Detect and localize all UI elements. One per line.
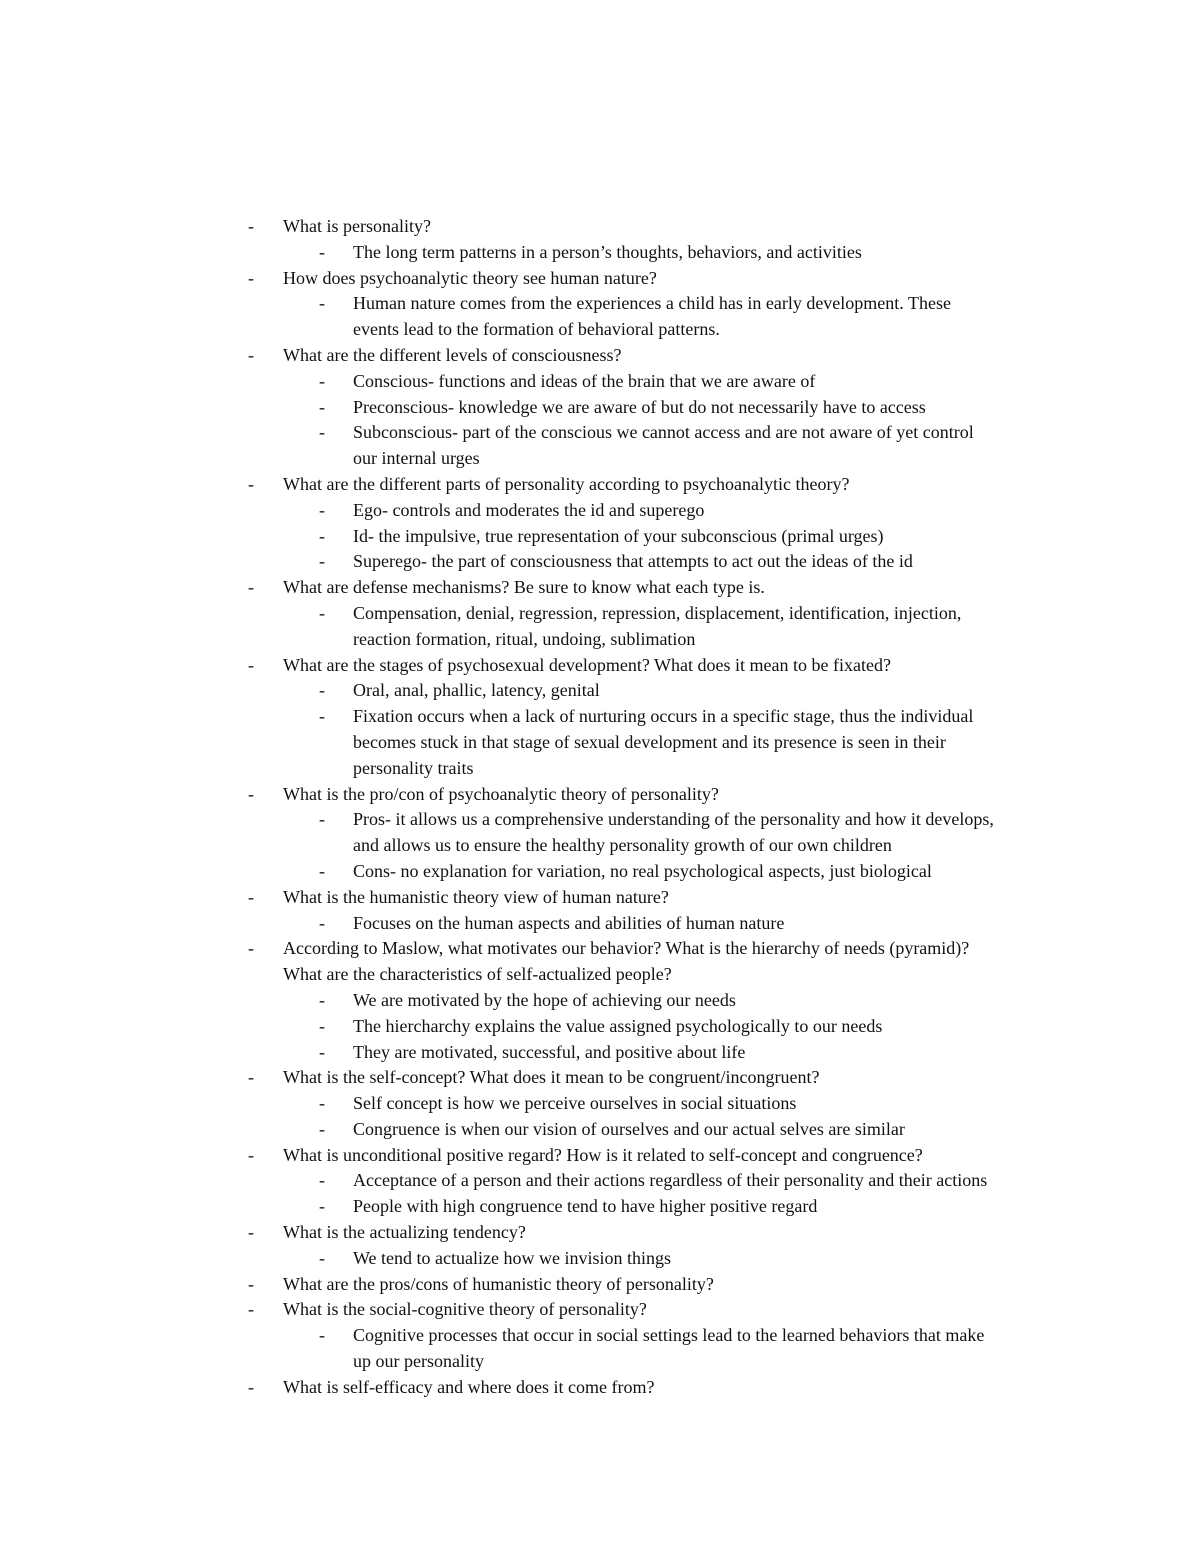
answer-item [0, 678, 1200, 704]
question-row [0, 1375, 1200, 1401]
question-text: What is the pro/con of psychoanalytic theory of personality? [283, 783, 719, 804]
bullet-dash: - [319, 989, 325, 1010]
bullet-dash: - [248, 577, 254, 598]
answer-item [0, 549, 1200, 575]
question-text: How does psychoanalytic theory see human nature? [283, 267, 657, 288]
question-text: What is the actualizing tendency? [283, 1222, 526, 1243]
bullet-dash: - [319, 1170, 325, 1191]
answer-list [0, 369, 1200, 472]
question-row [0, 653, 1200, 679]
answer-text: People with high congruence tend to have higher positive regard [353, 1196, 818, 1217]
answer-text: Fixation occurs when a lack of nurturing occurs in a specific stage, thus the individual becomes stuck in that stage of sexual development and its presence is seen in their personality traits [353, 706, 974, 778]
bullet-dash: - [248, 886, 254, 907]
question-item [0, 1220, 1200, 1272]
bullet-dash: - [319, 1093, 325, 1114]
bullet-dash: - [319, 396, 325, 417]
bullet-dash: - [319, 1196, 325, 1217]
bullet-dash: - [319, 602, 325, 623]
answer-text: Subconscious- part of the conscious we cannot access and are not aware of yet control our internal urges [353, 422, 974, 469]
answer-item [0, 420, 1200, 472]
answer-row [0, 911, 1200, 937]
question-item [0, 472, 1200, 575]
question-item [0, 653, 1200, 782]
question-row [0, 472, 1200, 498]
bullet-dash: - [319, 525, 325, 546]
answer-row [0, 859, 1200, 885]
answer-item [0, 988, 1200, 1014]
answer-row [0, 1117, 1200, 1143]
answer-row [0, 420, 1200, 472]
question-item [0, 214, 1200, 266]
question-outline [0, 214, 1200, 1401]
answer-row [0, 240, 1200, 266]
question-item [0, 885, 1200, 937]
answer-row [0, 498, 1200, 524]
answer-text: Acceptance of a person and their actions regardless of their personality and their actions [353, 1170, 988, 1191]
answer-item [0, 369, 1200, 395]
answer-item [0, 240, 1200, 266]
question-row [0, 575, 1200, 601]
answer-text: We tend to actualize how we invision things [353, 1247, 671, 1268]
question-item [0, 1065, 1200, 1142]
answer-text: Human nature comes from the experiences a child has in early development. These events lead to the formation of behavioral patterns. [353, 293, 951, 340]
answer-row [0, 395, 1200, 421]
answer-item [0, 704, 1200, 781]
answer-text: They are motivated, successful, and positive about life [353, 1041, 746, 1062]
answer-item [0, 524, 1200, 550]
answer-item [0, 1246, 1200, 1272]
answer-list [0, 807, 1200, 884]
answer-item [0, 911, 1200, 937]
question-text: According to Maslow, what motivates our behavior? What is the hierarchy of needs (pyramid)? What are the characteristics of self-actualized people? [283, 938, 970, 985]
answer-text: Self concept is how we perceive ourselves in social situations [353, 1093, 797, 1114]
question-item [0, 1143, 1200, 1220]
answer-list [0, 1323, 1200, 1375]
question-row [0, 343, 1200, 369]
bullet-dash: - [248, 1144, 254, 1165]
answer-list [0, 240, 1200, 266]
answer-list [0, 498, 1200, 575]
answer-item [0, 1323, 1200, 1375]
question-item [0, 575, 1200, 652]
answer-row [0, 524, 1200, 550]
bullet-dash: - [319, 551, 325, 572]
bullet-dash: - [248, 216, 254, 236]
bullet-dash: - [248, 654, 254, 675]
answer-text: The hiercharchy explains the value assigned psychologically to our needs [353, 1015, 883, 1036]
answer-list [0, 601, 1200, 653]
answer-text: Pros- it allows us a comprehensive understanding of the personality and how it develops, and allows us to ensure the healthy personality growth of our own children [353, 809, 994, 856]
question-text: What is the humanistic theory view of human nature? [283, 886, 669, 907]
question-text: What is self-efficacy and where does it come from? [283, 1376, 655, 1397]
answer-item [0, 1091, 1200, 1117]
bullet-dash: - [248, 783, 254, 804]
question-item [0, 1297, 1200, 1374]
answer-list [0, 1246, 1200, 1272]
answer-text: Superego- the part of consciousness that attempts to act out the ideas of the id [353, 551, 913, 572]
answer-row [0, 549, 1200, 575]
question-text: What are the different levels of consciousness? [283, 344, 622, 365]
bullet-dash: - [319, 809, 325, 830]
bullet-dash: - [319, 293, 325, 314]
bullet-dash: - [248, 1376, 254, 1397]
question-text: What are the different parts of personality according to psychoanalytic theory? [283, 473, 850, 494]
bullet-dash: - [248, 1222, 254, 1243]
bullet-dash: - [319, 1118, 325, 1139]
question-item [0, 1272, 1200, 1298]
bullet-dash: - [248, 1273, 254, 1294]
answer-row [0, 1091, 1200, 1117]
question-row [0, 782, 1200, 808]
question-row [0, 1220, 1200, 1246]
answer-row [0, 1246, 1200, 1272]
question-item [0, 266, 1200, 343]
bullet-dash: - [319, 370, 325, 391]
answer-row [0, 369, 1200, 395]
bullet-dash: - [319, 1247, 325, 1268]
answer-text: We are motivated by the hope of achieving our needs [353, 989, 736, 1010]
answer-item [0, 807, 1200, 859]
answer-row [0, 1323, 1200, 1375]
question-row [0, 1143, 1200, 1169]
question-row [0, 266, 1200, 292]
answer-text: Id- the impulsive, true representation of your subconscious (primal urges) [353, 525, 884, 546]
bullet-dash: - [319, 706, 325, 727]
answer-list [0, 1168, 1200, 1220]
bullet-dash: - [319, 1041, 325, 1062]
question-row [0, 885, 1200, 911]
answer-item [0, 395, 1200, 421]
answer-item [0, 1117, 1200, 1143]
answer-item [0, 291, 1200, 343]
answer-row [0, 291, 1200, 343]
question-text: What are the stages of psychosexual development? What does it mean to be fixated? [283, 654, 891, 675]
question-row [0, 214, 1200, 240]
answer-list [0, 291, 1200, 343]
answer-item [0, 1194, 1200, 1220]
answer-row [0, 988, 1200, 1014]
answer-text: Compensation, denial, regression, repression, displacement, identification, injection, reaction formation, ritual, undoing, sublimation [353, 602, 962, 649]
answer-row [0, 1194, 1200, 1220]
answer-item [0, 601, 1200, 653]
question-text: What are defense mechanisms? Be sure to know what each type is. [283, 577, 765, 598]
question-row [0, 1297, 1200, 1323]
answer-text: Cognitive processes that occur in social settings lead to the learned behaviors that make up our personality [353, 1325, 985, 1372]
question-row [0, 1272, 1200, 1298]
answer-text: Preconscious- knowledge we are aware of but do not necessarily have to access [353, 396, 926, 417]
question-text: What is personality? [283, 216, 431, 236]
answer-row [0, 678, 1200, 704]
answer-text: Congruence is when our vision of ourselves and our actual selves are similar [353, 1118, 905, 1139]
bullet-dash: - [319, 1325, 325, 1346]
question-row [0, 1065, 1200, 1091]
question-text: What are the pros/cons of humanistic theory of personality? [283, 1273, 714, 1294]
bullet-dash: - [248, 473, 254, 494]
question-item [0, 1375, 1200, 1401]
answer-row [0, 1168, 1200, 1194]
answer-row [0, 1014, 1200, 1040]
bullet-dash: - [248, 938, 254, 959]
bullet-dash: - [319, 860, 325, 881]
bullet-dash: - [319, 1015, 325, 1036]
bullet-dash: - [248, 1299, 254, 1320]
bullet-dash: - [319, 422, 325, 443]
answer-text: The long term patterns in a person’s thoughts, behaviors, and activities [353, 241, 862, 262]
answer-item [0, 859, 1200, 885]
answer-list [0, 1091, 1200, 1143]
answer-row [0, 807, 1200, 859]
bullet-dash: - [248, 267, 254, 288]
bullet-dash: - [319, 241, 325, 262]
answer-text: Conscious- functions and ideas of the brain that we are aware of [353, 370, 816, 391]
bullet-dash: - [248, 344, 254, 365]
bullet-dash: - [319, 680, 325, 701]
question-item [0, 936, 1200, 1065]
answer-item [0, 1014, 1200, 1040]
answer-list [0, 988, 1200, 1065]
answer-item [0, 1040, 1200, 1066]
bullet-dash: - [319, 499, 325, 520]
question-row [0, 936, 1200, 988]
question-item [0, 343, 1200, 472]
question-text: What is unconditional positive regard? How is it related to self-concept and congruence? [283, 1144, 923, 1165]
question-item [0, 782, 1200, 885]
answer-row [0, 1040, 1200, 1066]
answer-item [0, 498, 1200, 524]
question-text: What is the self-concept? What does it mean to be congruent/incongruent? [283, 1067, 820, 1088]
answer-row [0, 704, 1200, 781]
answer-text: Cons- no explanation for variation, no real psychological aspects, just biological [353, 860, 932, 881]
bullet-dash: - [248, 1067, 254, 1088]
answer-list [0, 911, 1200, 937]
answer-item [0, 1168, 1200, 1194]
answer-list [0, 678, 1200, 781]
answer-row [0, 601, 1200, 653]
answer-text: Ego- controls and moderates the id and superego [353, 499, 705, 520]
question-text: What is the social-cognitive theory of personality? [283, 1299, 647, 1320]
bullet-dash: - [319, 912, 325, 933]
answer-text: Oral, anal, phallic, latency, genital [353, 680, 600, 701]
answer-text: Focuses on the human aspects and abilities of human nature [353, 912, 785, 933]
